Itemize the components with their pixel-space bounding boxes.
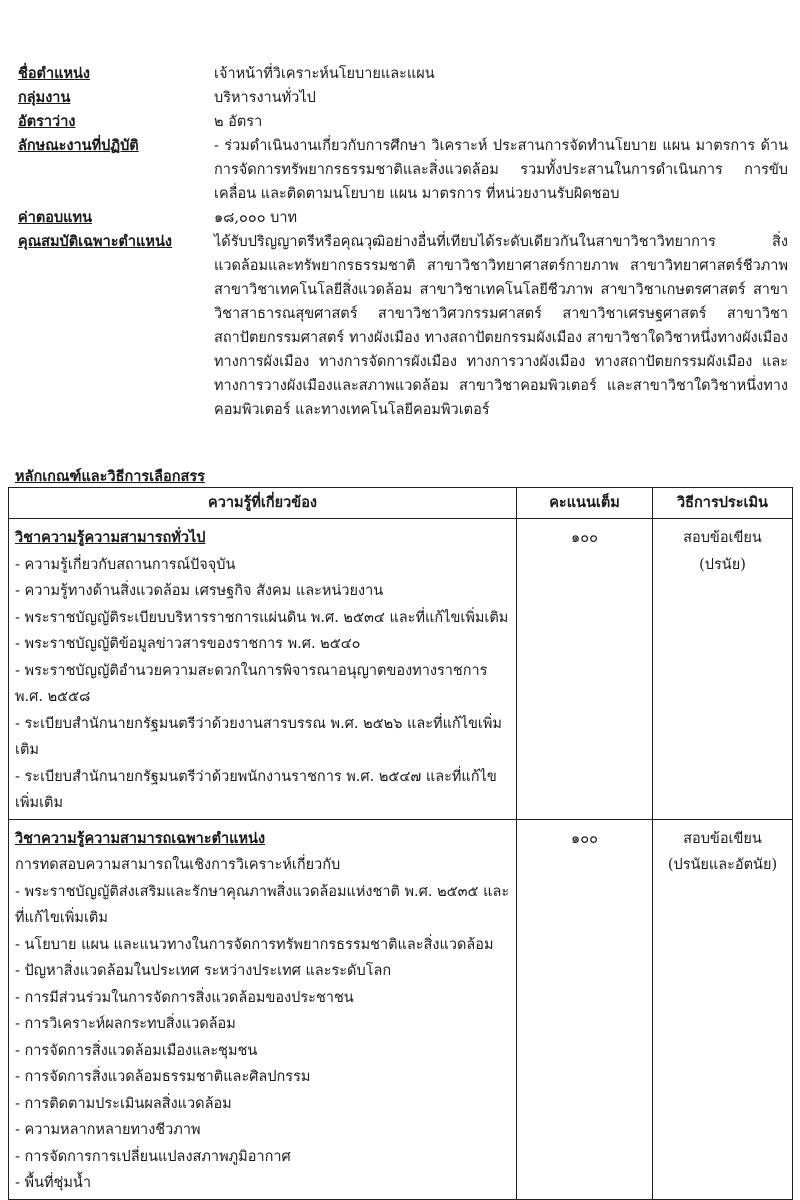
general-topics xyxy=(9,519,517,820)
general-title: วิชาความรู้ความสามารถทั่วไป xyxy=(15,529,206,546)
position-value: เจ้าหน้าที่วิเคราะห์นโยบายและแผน xyxy=(214,66,435,82)
header-knowledge: ความรู้ที่เกี่ยวข้อง xyxy=(9,488,517,519)
group-value: บริหารงานทั่วไป xyxy=(214,90,316,106)
specific-method xyxy=(653,819,793,1199)
list-item: - พระราชบัญญัติระเบียบบริหารราชการแผ่นดิน พ.ศ. ๒๕๓๔ และที่แก้ไขเพิ่มเติม xyxy=(15,609,509,626)
list-item: - การจัดการการเปลี่ยนแปลงสภาพภูมิอากาศ xyxy=(15,1148,291,1165)
table-row-general xyxy=(9,519,793,820)
list-item: - ระเบียบสำนักนายกรัฐมนตรีว่าด้วยพนักงานราชการ พ.ศ. ๒๕๔๗ และที่แก้ไขเพิ่มเติม xyxy=(15,768,497,811)
list-item: - การวิเคราะห์ผลกระทบสิ่งแวดล้อม xyxy=(15,1016,236,1032)
list-item: - พระราชบัญญัติส่งเสริมและรักษาคุณภาพสิ่งแวดล้อมแห่งชาติ พ.ศ. ๒๕๓๕ และที่แก้ไขเพิ่มเติม xyxy=(15,883,510,926)
general-method-line1: สอบข้อเขียน xyxy=(683,530,762,546)
duty-value: - ร่วมดำเนินงานเกี่ยวกับการศึกษา วิเคราะห์ ประสานการจัดทำนโยบาย แผน มาตรการ ด้านการจัดการทรัพยากรธรรมชาติและสิ่งแวดล้อม รวมทั้งประสานในการดำเนินการ การขับเคลื่อน และติดตามนโยบาย แผน มาตรการ ที่หน่วยงานรับผิดชอบ xyxy=(214,138,788,202)
salary-row xyxy=(18,206,788,230)
list-item: - การติดตามประเมินผลสิ่งแวดล้อม xyxy=(15,1095,232,1112)
list-item: - การจัดการสิ่งแวดล้อมเมืองและชุมชน xyxy=(15,1042,258,1059)
list-item: - ระเบียบสำนักนายกรัฐมนตรีว่าด้วยงานสารบรรณ พ.ศ. ๒๕๒๖ และที่แก้ไขเพิ่มเติม xyxy=(15,715,502,758)
list-item: - ความหลากหลายทางชีวภาพ xyxy=(15,1122,201,1138)
salary-value: ๑๘,๐๐๐ บาท xyxy=(214,210,298,226)
selection-heading: หลักเกณฑ์และวิธีการเลือกสรร xyxy=(15,468,205,485)
group-label: กลุ่มงาน xyxy=(18,89,71,106)
position-info xyxy=(18,62,788,422)
specific-topics xyxy=(9,819,517,1199)
list-item: - ความรู้เกี่ยวกับสถานการณ์ปัจจุบัน xyxy=(15,556,236,573)
position-label: ชื่อตำแหน่ง xyxy=(18,65,91,82)
specific-method-line2: (ปรนัยและอัตนัย) xyxy=(667,857,778,873)
group-row xyxy=(18,86,788,110)
duty-row xyxy=(18,134,788,206)
salary-label: ค่าตอบแทน xyxy=(18,209,92,226)
list-item: - พระราชบัญญัติข้อมูลข่าวสารของราชการ พ.ศ. ๒๕๔๐ xyxy=(15,636,361,652)
general-method xyxy=(653,519,793,820)
table-row-specific xyxy=(9,819,793,1199)
qualification-value: ได้รับปริญญาตรีหรือคุณวุฒิอย่างอื่นที่เทียบได้ระดับเดียวกันในสาขาวิชาวิทยาการ สิ่งแวดล้อมและทรัพยากรธรรมชาติ สาขาวิชาวิทยาศาสตร์กายภาพ สาขาวิทยาศาสตร์ชีวภาพ สาขาวิชาเทคโนโลยีสิ่งแวดล้อม สาขาวิชาเทคโนโลยีชีวภาพ สาขาวิชาเกษตรศาสตร์ สาขาวิชาสาธารณสุขศาสตร์ สาขาวิชาวิศวกรรมศาสตร์ สาขาวิชาเศรษฐศาสตร์ สาขาวิชาสถาปัตยกรรมศาสตร์ ทางผังเมือง ทางสถาปัตยกรรมผังเมือง สาขาวิชาใดวิชาหนึ่งทางผังเมือง ทางการผังเมือง ทางการจัดการผังเมือง ทางการวางผังเมือง ทางสถาปัตยกรรมผังเมือง และทางการวางผังเมืองและสภาพแวดล้อม สาขาวิชาคอมพิวเตอร์ และสาขาวิชาใดวิชาหนึ่งทางคอมพิวเตอร์ และทางเทคโนโลยีคอมพิวเตอร์ xyxy=(214,234,788,418)
general-score: ๑๐๐ xyxy=(517,519,653,820)
header-score: คะแนนเต็ม xyxy=(517,488,653,519)
specific-method-line1: สอบข้อเขียน xyxy=(683,830,762,847)
specific-title: วิชาความรู้ความสามารถเฉพาะตำแหน่ง xyxy=(15,829,266,847)
general-method-line2: (ปรนัย) xyxy=(699,556,746,573)
vacancy-value: ๒ อัตรา xyxy=(214,114,263,130)
criteria-table xyxy=(8,487,793,1200)
specific-score: ๑๐๐ xyxy=(517,819,653,1199)
list-item: - ความรู้ทางด้านสิ่งแวดล้อม เศรษฐกิจ สังคม และหน่วยงาน xyxy=(15,583,384,599)
qualification-row xyxy=(18,230,788,422)
position-row xyxy=(18,62,788,86)
vacancy-label: อัตราว่าง xyxy=(18,113,76,130)
list-item: - การมีส่วนร่วมในการจัดการสิ่งแวดล้อมของประชาชน xyxy=(15,989,354,1006)
list-item: - ปัญหาสิ่งแวดล้อมในประเทศ ระหว่างประเทศ และระดับโลก xyxy=(15,963,392,979)
table-header-row xyxy=(9,488,793,519)
header-method: วิธีการประเมิน xyxy=(653,488,793,519)
specific-intro: การทดสอบความสามารถในเชิงการวิเคราะห์เกี่ยวกับ xyxy=(15,857,341,873)
list-item: - พื้นที่ชุ่มน้ำ xyxy=(15,1175,91,1191)
duty-label: ลักษณะงานที่ปฏิบัติ xyxy=(18,137,139,154)
qualification-label: คุณสมบัติเฉพาะตำแหน่ง xyxy=(18,233,172,250)
list-item: - การจัดการสิ่งแวดล้อมธรรมชาติและศิลปกรรม xyxy=(15,1069,311,1085)
list-item: - นโยบาย แผน และแนวทางในการจัดการทรัพยากรธรรมชาติและสิ่งแวดล้อม xyxy=(15,936,494,953)
list-item: - พระราชบัญญัติอำนวยความสะดวกในการพิจารณาอนุญาตของทางราชการ พ.ศ. ๒๕๕๘ xyxy=(15,662,488,705)
vacancy-row xyxy=(18,110,788,134)
